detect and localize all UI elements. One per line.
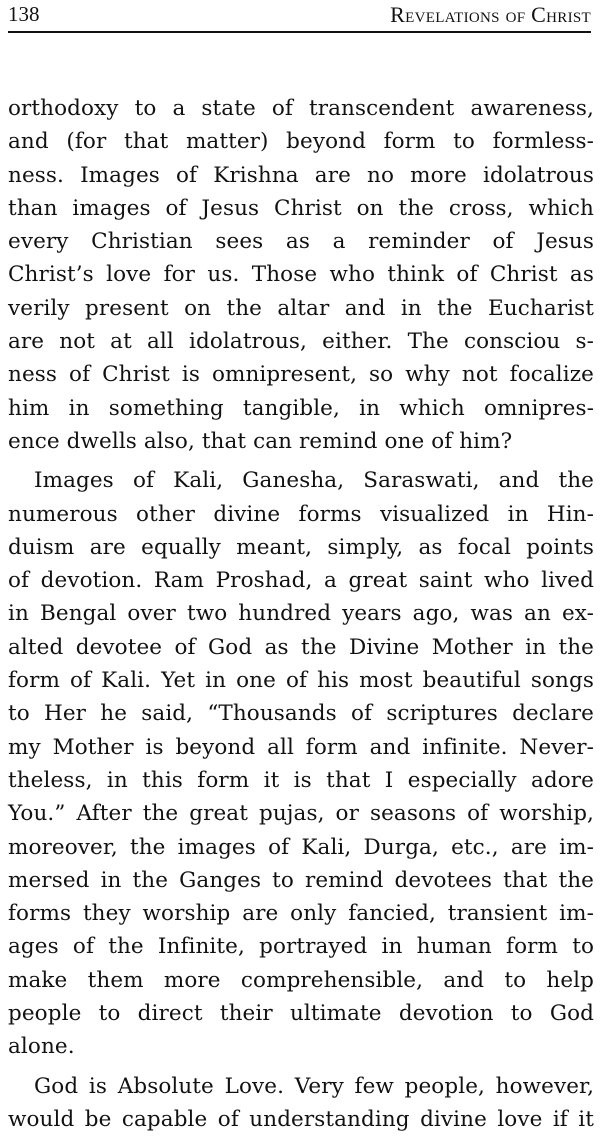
text-line: in Bengal over two hundred years ago, was an ex- — [8, 601, 594, 627]
text-line: him in something tangible, in which omnipres- — [8, 395, 594, 421]
running-head: Revelations of Christ — [390, 2, 591, 27]
text-line: forms they worship are only fancied, transient im- — [8, 901, 594, 927]
text-line: duism are equally meant, simply, as focal points — [8, 534, 594, 560]
text-line: numerous other divine forms visualized in Hin- — [8, 501, 594, 527]
text-line: form of Kali. Yet in one of his most beautiful songs — [8, 668, 594, 694]
page-header — [8, 0, 591, 33]
text-line: ness. Images of Krishna are no more idolatrous — [8, 162, 594, 188]
paragraph-1 — [8, 92, 594, 458]
text-line: alone. — [8, 1034, 75, 1060]
text-line: God is Absolute Love. Very few people, however, — [34, 1073, 594, 1099]
text-line: my Mother is beyond all form and infinite. Never- — [8, 734, 594, 760]
text-line: You.” After the great pujas, or seasons of worship, — [8, 801, 594, 827]
text-line: theless, in this form it is that I especially adore — [8, 767, 594, 793]
text-line: of devotion. Ram Proshad, a great saint who lived — [8, 568, 594, 594]
body-text — [8, 92, 594, 1136]
text-line: ence dwells also, that can remind one of him? — [8, 428, 513, 454]
text-line: every Christian sees as a reminder of Jesus — [8, 229, 594, 255]
text-line: verily present on the altar and in the Eucharist — [8, 295, 594, 321]
paragraph-3 — [8, 1070, 594, 1136]
text-line: moreover, the images of Kali, Durga, etc., are im- — [8, 834, 594, 860]
text-line: mersed in the Ganges to remind devotees that the — [8, 867, 594, 893]
text-line: to Her he said, “Thousands of scriptures declare — [8, 701, 594, 727]
text-line: orthodoxy to a state of transcendent awareness, — [8, 96, 594, 121]
text-line: ages of the Infinite, portrayed in human form to — [8, 934, 594, 960]
text-line: would be capable of understanding divine love if it — [8, 1106, 594, 1132]
text-line: are not at all idolatrous, either. The consciou s- — [8, 329, 594, 355]
text-line: and (for that matter) beyond form to formless- — [8, 129, 594, 155]
text-line: alted devotee of God as the Divine Mother in the — [8, 634, 594, 660]
text-line: Images of Kali, Ganesha, Saraswati, and the — [34, 468, 594, 494]
text-line: than images of Jesus Christ on the cross, which — [8, 195, 594, 221]
paragraph-2 — [8, 464, 594, 1063]
text-line: ness of Christ is omnipresent, so why not focalize — [8, 362, 594, 388]
page-number: 138 — [8, 2, 40, 26]
text-line: Christ’s love for us. Those who think of Christ as — [8, 262, 594, 288]
text-line: make them more comprehensible, and to help — [8, 967, 594, 993]
text-line: people to direct their ultimate devotion to God — [8, 1001, 594, 1027]
